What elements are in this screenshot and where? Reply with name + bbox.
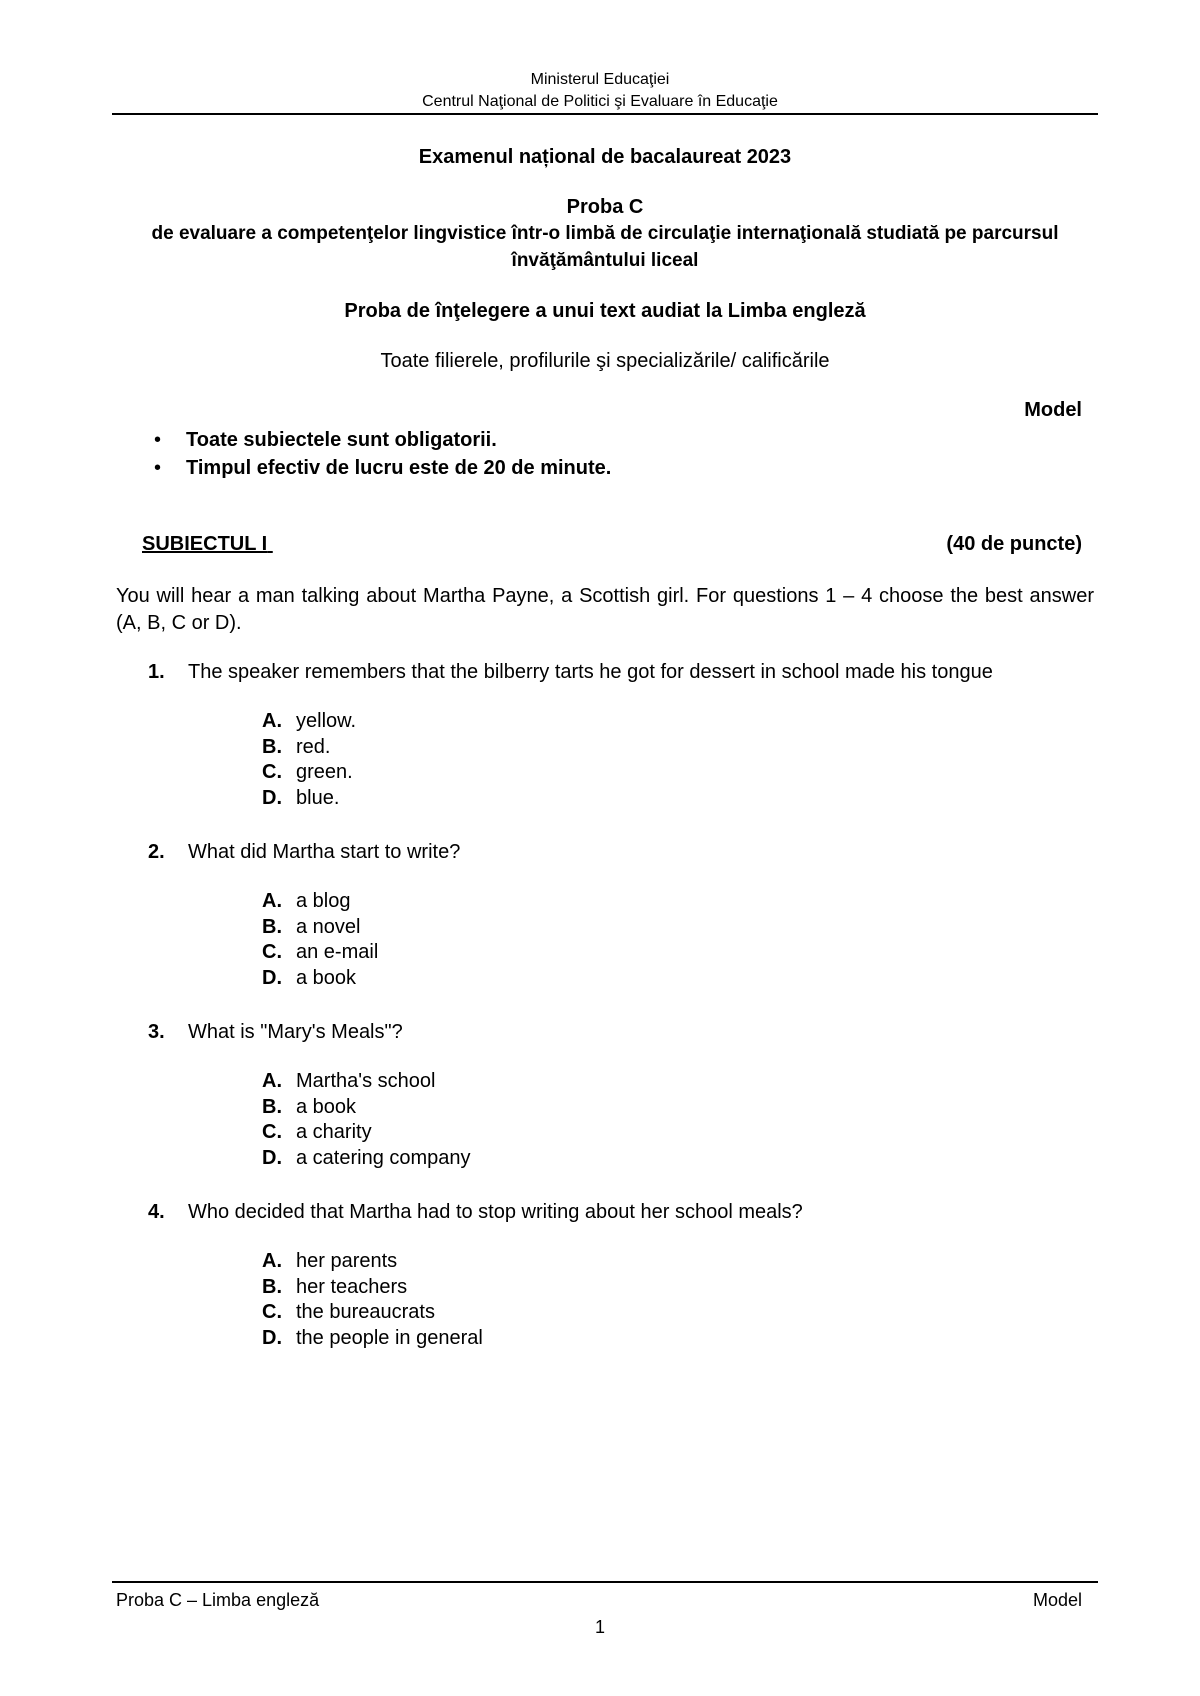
- page-number: 1: [594, 1617, 605, 1637]
- question-number: 3.: [148, 1021, 165, 1043]
- rule-item: • Timpul efectiv de lucru este de 20 de minute.: [152, 454, 611, 482]
- question-4: [148, 1199, 803, 1225]
- option-item: B. a book: [262, 1095, 357, 1118]
- header-rule: [112, 113, 1098, 115]
- model-label: Model: [1024, 399, 1082, 421]
- question-number: 1.: [148, 661, 165, 683]
- question-number: 2.: [148, 841, 165, 863]
- filiere-text: Toate filierele, profilurile şi specializările/ calificările: [380, 350, 830, 372]
- footer-rule: [112, 1581, 1098, 1583]
- question-text: The speaker remembers that the bilberry tarts he got for dessert in school made his tongue: [188, 661, 993, 683]
- option-item: C. green.: [262, 761, 353, 783]
- question-3-options: [262, 1069, 471, 1171]
- option-item: D. the people in general: [262, 1326, 483, 1349]
- option-item: D. a book: [262, 966, 357, 989]
- question-4-options: [262, 1249, 483, 1351]
- proba-title: Proba C: [566, 196, 644, 218]
- question-number: 4.: [148, 1201, 165, 1223]
- proba-subtitle: Proba de înţelegere a unui text audiat la Limba engleză: [344, 300, 866, 322]
- subject-heading: [142, 531, 1082, 557]
- option-item: D. blue.: [262, 786, 340, 809]
- bullet-icon: •: [154, 457, 162, 479]
- option-item: A. Martha's school: [262, 1070, 436, 1092]
- bullet-icon: •: [154, 429, 162, 451]
- question-text: Who decided that Martha had to stop writing about her school meals?: [188, 1201, 803, 1223]
- rule-item: • Toate subiectele sunt obligatorii.: [152, 426, 611, 454]
- question-text: What is "Mary's Meals"?: [188, 1021, 403, 1043]
- question-1: [148, 659, 993, 685]
- question-1-options: [262, 709, 356, 811]
- exam-title: Examenul național de bacalaureat 2023: [418, 146, 792, 168]
- option-item: D. a catering company: [262, 1146, 471, 1169]
- option-item: A. her parents: [262, 1250, 398, 1272]
- option-item: B. a novel: [262, 915, 361, 938]
- question-text: What did Martha start to write?: [188, 841, 461, 863]
- subject-instructions: You will hear a man talking about Martha Payne, a Scottish girl. For questions 1 – 4 choose the best answer (A, B, C or D).: [116, 585, 1094, 634]
- proba-description: de evaluare a competenţelor lingvistice într-o limbă de circulaţie internaţională studiată pe parcursul învăţământului liceal: [151, 223, 1059, 271]
- question-3: [148, 1019, 403, 1045]
- subject-name: SUBIECTUL I: [142, 533, 268, 555]
- option-item: A. yellow.: [262, 710, 357, 732]
- question-2: [148, 839, 460, 865]
- footer-left: Proba C – Limba engleză: [116, 1590, 320, 1610]
- rules-list: [152, 426, 611, 482]
- footer-right: Model: [1032, 1590, 1082, 1610]
- header-center: Centrul Naţional de Politici şi Evaluare în Educaţie: [422, 93, 778, 110]
- question-2-options: [262, 889, 378, 991]
- option-item: B. red.: [262, 735, 331, 758]
- option-item: C. a charity: [262, 1121, 372, 1143]
- option-item: C. the bureaucrats: [262, 1301, 435, 1323]
- option-item: B. her teachers: [262, 1275, 408, 1298]
- subject-points: (40 de puncte): [946, 533, 1082, 555]
- option-item: A. a blog: [262, 890, 351, 912]
- header-ministry: Ministerul Educaţiei: [530, 71, 670, 88]
- option-item: C. an e-mail: [262, 941, 379, 963]
